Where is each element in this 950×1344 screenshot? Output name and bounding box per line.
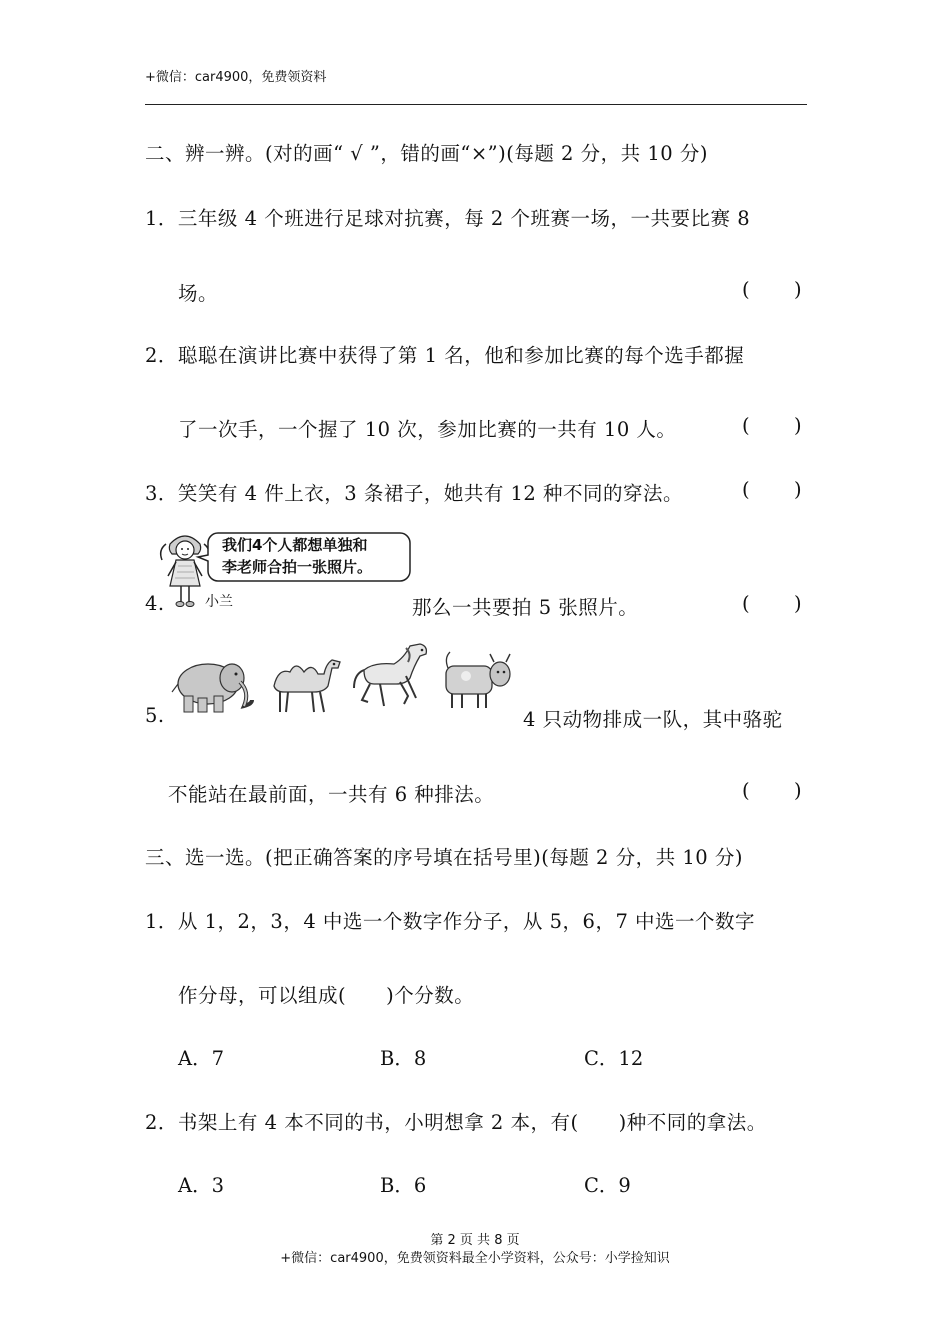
s2-q4-answer-paren-right: ): [794, 592, 802, 615]
s2-q1-line2: 场。: [178, 282, 219, 305]
section3-title: 三、选一选。(把正确答案的序号填在括号里)(每题 2 分，共 10 分): [145, 846, 743, 869]
s3-q2-option-a: A．3: [178, 1174, 224, 1197]
page-number: 第 2 页 共 8 页: [430, 1233, 520, 1248]
speech-bubble-line1: 我们4个人都想单独和: [222, 536, 368, 554]
s2-q1-answer-paren-right: ): [794, 278, 802, 301]
s2-q3-line1: 3．笑笑有 4 件上衣，3 条裙子，她共有 12 种不同的穿法。: [145, 482, 684, 505]
s2-q2-line2: 了一次手，一个握了 10 次，参加比赛的一共有 10 人。: [178, 418, 677, 441]
elephant-icon: [168, 656, 260, 716]
s2-q4-text: 那么一共要拍 5 张照片。: [412, 596, 639, 619]
s3-q1-option-a: A．7: [178, 1047, 224, 1070]
s2-q1-answer-paren-left: (: [742, 278, 750, 301]
s2-q4-answer-paren-left: (: [742, 592, 750, 615]
s3-q1-line2: 作分母，可以组成( )个分数。: [178, 984, 475, 1007]
s3-q2-option-c: C．9: [584, 1174, 631, 1197]
horse-icon: [350, 640, 436, 714]
s2-q5-line2: 不能站在最前面，一共有 6 种排法。: [168, 783, 495, 806]
s2-q5-line1: 4 只动物排成一队，其中骆驼: [523, 708, 783, 731]
s2-q3-answer-paren-right: ): [794, 478, 802, 501]
footer-note: +微信：car4900，免费领资料最全小学资料，公众号：小学捡知识: [280, 1251, 670, 1266]
s2-q3-answer-paren-left: (: [742, 478, 750, 501]
section2-title: 二、辨一辨。(对的画“ √ ”，错的画“×”)(每题 2 分，共 10 分): [145, 142, 708, 165]
header-divider: [145, 104, 807, 105]
s2-q5-number: 5.: [145, 704, 165, 727]
s3-q1-line1: 1．从 1，2，3，4 中选一个数字作分子，从 5，6，7 中选一个数字: [145, 910, 756, 933]
s2-q5-answer-paren-left: (: [742, 779, 750, 802]
camel-icon: [266, 652, 346, 716]
s3-q1-option-c: C．12: [584, 1047, 644, 1070]
cow-icon: [440, 646, 516, 712]
header-note: +微信：car4900，免费领资料: [145, 70, 327, 85]
s2-q2-answer-paren-left: (: [742, 414, 750, 437]
s2-q2-answer-paren-right: ): [794, 414, 802, 437]
speech-bubble-line2: 李老师合拍一张照片。: [222, 558, 373, 576]
girl-name-label: 小兰: [205, 594, 233, 610]
s3-q1-option-b: B．8: [380, 1047, 427, 1070]
s2-q4-number: 4.: [145, 592, 165, 615]
s3-q2-line1: 2．书架上有 4 本不同的书，小明想拿 2 本，有( )种不同的拿法。: [145, 1111, 767, 1134]
s2-q2-line1: 2．聪聪在演讲比赛中获得了第 1 名，他和参加比赛的每个选手都握: [145, 344, 745, 367]
s3-q2-option-b: B．6: [380, 1174, 427, 1197]
s2-q1-line1: 1．三年级 4 个班进行足球对抗赛，每 2 个班赛一场，一共要比赛 8: [145, 207, 751, 230]
s2-q5-answer-paren-right: ): [794, 779, 802, 802]
